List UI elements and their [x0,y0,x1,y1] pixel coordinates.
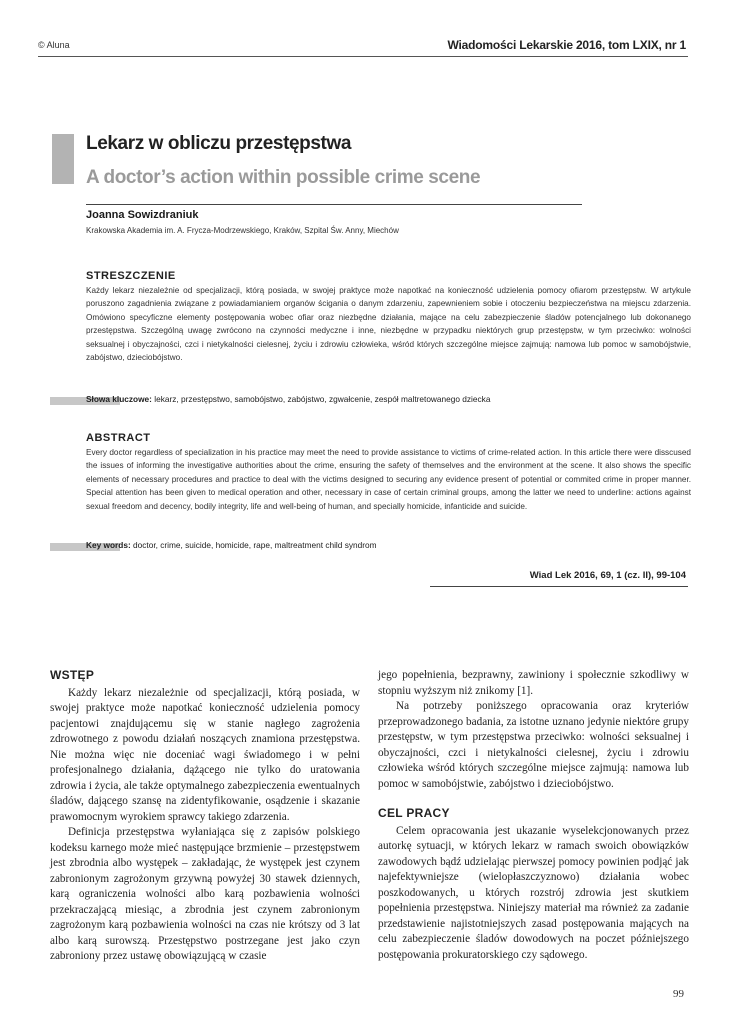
streszczenie-heading: STRESZCZENIE [86,270,176,282]
cel-pracy-heading: CEL PRACY [378,806,450,820]
streszczenie-text: Każdy lekarz niezależnie od specjalizacji, którą posiada, w swojej praktyce może napotkać na konieczność udzielenia pomocy ofiarom przestępstw. W artykule poruszono zagadnienia związane z powiadamianiem organów ścigania o danym zdarzeniu, zapewnieniem sobie i otoczeniu bezpieczeństwa na miejscu zdarzenia. Omówiono specyficzne elementy postępowania wobec ofiar oraz niezbędne działania, mające na celu zabezpieczenie śladów potencjalnego lub dokonanego przestępstwa. Szczególną uwagę zwrócono na czynności medyczne i inne, niezbędne w przypadku niektórych grup przestępstw, w tym przeciwko: wolności seksualnej i obyczajności, czci i nietykalności cielesnej, życiu i zdrowiu człowieka, wśród których szczególne miejsce zajmują: namowa lub pomoc w samobójstwie, zabójstwo, dzieciobójstwo. [86,286,691,363]
wstep-heading: WSTĘP [50,668,95,682]
article-title-pl: Lekarz w obliczu przestępstwa [86,133,352,154]
wstep-paragraph-1: Każdy lekarz niezależnie od specjalizacji, którą posiada, w swojej praktyce może napotkać konieczność udzielenia pomocy pacjentowi znajdującemu się w stanie nagłego zagrożenia zdrowotnego z powodu działań noszących znamiona przestępstwa. Nie można więc nie doceniać wagi świadomego i w pełni profesjonalnego działania, dążącego nie tylko do uratowania zdrowia i życia, ale także optymalnego zabezpieczenia ewentualnych śladów, dającego szansę na zidentyfikowanie, osądzenie i skazanie prawomocnym wyrokiem sprawcy takiego zdarzenia. [50,686,360,823]
title-accent-bar [52,134,74,184]
keywords-en [86,540,377,550]
wstep-paragraph-4: Na potrzeby poniższego opracowania oraz kryteriów przeprowadzonego badania, za istotne uznano jedynie niektóre grupy przestępstw, w tym przestępstwa przeciwko: wolności seksualnej i obyczajności, czci i nietykalności cielesnej, życiu i zdrowiu człowieka wśród których szczególne miejsce zajmują: namowa lub pomoc w samobójstwie, zabójstwo i dzieciobójstwo. [378,700,689,790]
wstep-paragraph-3: jego popełnienia, bezprawny, zawiniony i społecznie szkodliwy w stopniu wyższym niż znikomy [1]. [378,669,689,697]
citation-divider [430,586,688,587]
author-name: Joanna Sowizdraniuk [86,209,199,221]
right-column [378,668,689,963]
author-affiliation: Krakowska Akademia im. A. Frycza-Modrzewskiego, Kraków, Szpital Św. Anny, Miechów [86,226,399,235]
journal-header: Wiadomości Lekarskie 2016, tom LXIX, nr 1 [447,38,686,52]
abstract-text: Every doctor regardless of specialization in his practice may meet the need to provide assistance to victims of crime-related action. In this article there were disscused the issues of informing the investigative authorities about the crime, ensuring the safety of themselves and the environment at the scene. It also shows the specific elements of necessary procedures and practice to deal with the victims designed to securing any evidence present of potential or commited crime in proper manner. Special attention has been given to medical operation and other, necessary in case of certain criminal groups, among the latter we need to underline: actions against sexual freedom and decency, bodily integrity, life and well-being of human, and specially homicide, infanticide and suicide. [86,448,691,511]
page-number: 99 [673,988,684,1000]
keywords-en-label: Key words: [86,540,131,550]
keywords-en-list: doctor, crime, suicide, homicide, rape, maltreatment child syndrom [130,540,377,550]
left-column [50,668,360,965]
wstep-paragraph-2: Definicja przestępstwa wyłaniająca się z zapisów polskiego kodeksu karnego może mieć następujące brzmienie – przestępstwem jest zbrodnia albo występek – zakładając, że występek jest czynem zabronionym zagrożonym grzywną powyżej 30 stawek dziennych, karą ograniczenia wolności albo karą pozbawienia wolności przekraczającą miesiąc, a zbrodnia jest czynem zabronionym zagrożonym karą pozbawienia wolności na czas nie krótszy od 3 lat albo karą surowszą. Przestępstwo postrzegane jest jako czyn zabroniony przez ustawę obowiązującą w czasie [50,826,360,962]
article-title-en: A doctor’s action within possible crime scene [86,167,481,188]
keywords-pl-label: Słowa kluczowe: [86,394,152,404]
keywords-pl-list: lekarz, przestępstwo, samobójstwo, zabójstwo, zgwałcenie, zespół maltretowanego dziecka [151,394,491,404]
title-divider [86,204,582,205]
cel-pracy-paragraph: Celem opracowania jest ukazanie wyselekcjonowanych przez autorkę sytuacji, w których lekarz w ramach swoich obowiązków zawodowych bądź udzielając pierwszej pomocy powinien podjąć jak najefektywniejsze (wielopłaszczyznowo) działania wobec poszkodowanych, u których rozstrój zdrowia jest skutkiem popełnienia przestępstwa. Niniejszy materiał ma również za zadanie przedstawienie najistotniejszych zasad postępowania mających na celu zabezpieczenie śladów dowodowych na poczet późniejszego postępowania prokuratorskiego czy sądowego. [378,824,689,961]
abstract-heading: ABSTRACT [86,432,151,444]
copyright-notice: © Aluna [38,40,70,50]
header-divider [38,56,688,57]
citation: Wiad Lek 2016, 69, 1 (cz. II), 99-104 [529,570,686,581]
keywords-pl [86,394,490,404]
